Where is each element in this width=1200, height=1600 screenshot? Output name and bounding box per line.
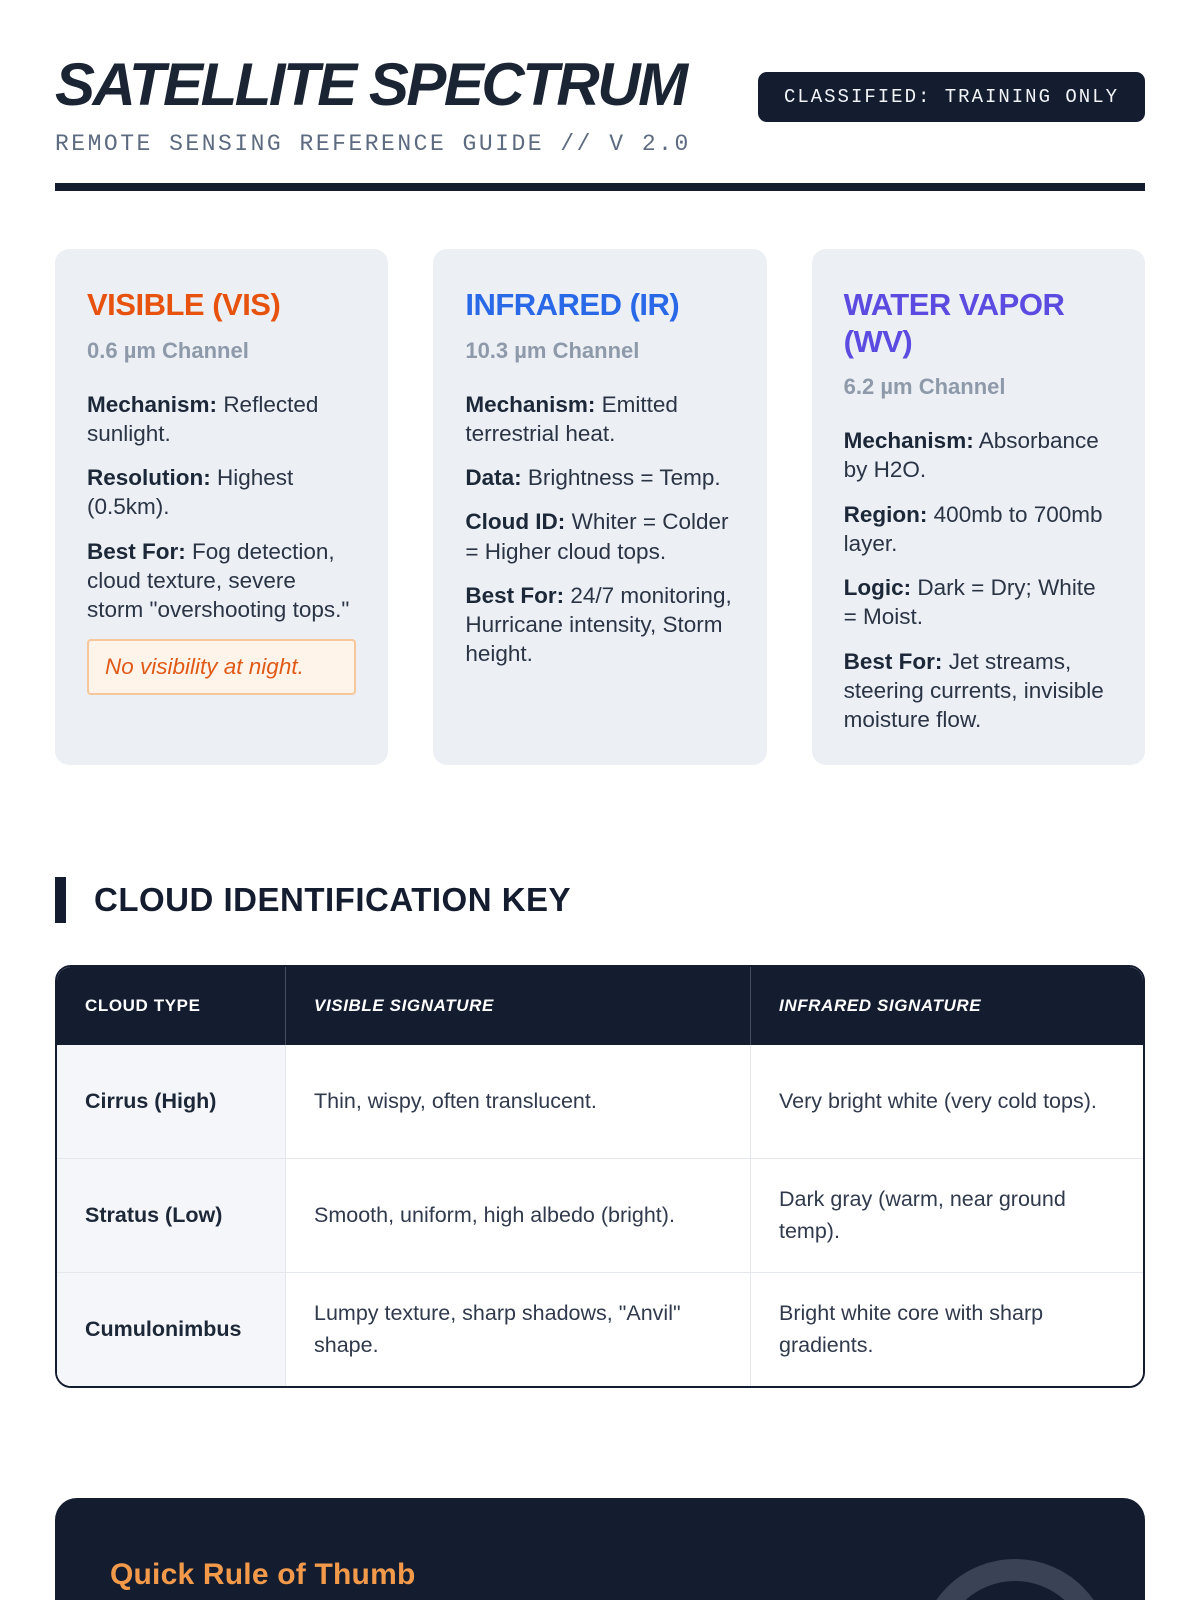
fact-label: Data: [465, 465, 522, 491]
fact-label: Region: [843, 501, 928, 527]
card-fact [844, 500, 1113, 559]
page-title: SATELLITE SPECTRUM [55, 51, 686, 118]
card-fact [844, 573, 1113, 632]
spectrum-card-ir [433, 249, 766, 765]
column-header-cloud-type: CLOUD TYPE [85, 996, 201, 1015]
fact-text: Absorbance by H2O. [843, 428, 1099, 483]
table-header-row [57, 967, 1143, 1045]
card-fact [465, 463, 734, 492]
fact-label: Resolution: [87, 465, 211, 491]
classified-badge: CLASSIFIED: TRAINING ONLY [758, 72, 1145, 122]
table-cell-visible: Lumpy texture, sharp shadows, "Anvil" shape. [285, 1273, 750, 1386]
card-fact [844, 647, 1113, 735]
fact-label: Best For: [465, 582, 565, 608]
quick-rule-title: Quick Rule of Thumb [110, 1558, 416, 1591]
table-cell-infrared: Very bright white (very cold tops). [750, 1045, 1143, 1158]
fact-label: Best For: [87, 538, 186, 564]
spectrum-cards [55, 249, 1145, 765]
fact-text: Highest (0.5km). [87, 465, 294, 520]
radar-rings-icon [905, 1545, 1125, 1600]
table-body [57, 1045, 1143, 1386]
table-row [57, 1045, 1143, 1158]
fact-text: Dark = Dry; White = Moist. [843, 575, 1096, 630]
table-cell-visible: Smooth, uniform, high albedo (bright). [285, 1159, 750, 1272]
spectrum-card-vis [55, 249, 388, 765]
table-row [57, 1272, 1143, 1386]
table-cell-infrared: Dark gray (warm, near ground temp). [750, 1159, 1143, 1272]
fact-text: 24/7 monitoring, Hurricane intensity, Storm height. [465, 582, 732, 667]
header-divider [55, 183, 1145, 191]
table-cell-type: Cirrus (High) [57, 1045, 285, 1158]
fact-label: Mechanism: [843, 428, 974, 454]
fact-text: Jet streams, steering currents, invisible moisture flow. [843, 648, 1104, 733]
quick-rule-card [55, 1498, 1145, 1600]
table-cell-type: Cumulonimbus [57, 1273, 285, 1386]
card-facts [465, 390, 734, 669]
card-channel: 10.3 µm Channel [465, 337, 640, 363]
card-fact [465, 581, 734, 669]
fact-text: Brightness = Temp. [527, 465, 721, 491]
fact-text: 400mb to 700mb layer. [843, 501, 1103, 556]
card-title: WATER VAPOR (WV) [843, 287, 1065, 359]
table-cell-type: Stratus (Low) [57, 1159, 285, 1272]
fact-text: Emitted terrestrial heat. [465, 391, 678, 446]
card-title: VISIBLE (VIS) [87, 287, 281, 322]
spectrum-card-wv [812, 249, 1145, 765]
page-subtitle: REMOTE SENSING REFERENCE GUIDE // V 2.0 [55, 131, 691, 157]
fact-text: Reflected sunlight. [87, 391, 319, 446]
section-title: CLOUD IDENTIFICATION KEY [94, 881, 572, 918]
fact-label: Mechanism: [87, 391, 218, 417]
fact-text: Whiter = Colder = Higher cloud tops. [465, 509, 729, 564]
card-channel: 6.2 µm Channel [843, 374, 1006, 400]
fact-label: Cloud ID: [465, 509, 566, 535]
table-row [57, 1158, 1143, 1272]
table-cell-visible: Thin, wispy, often translucent. [285, 1045, 750, 1158]
card-warning-note: No visibility at night. [87, 639, 356, 695]
cloud-id-table [55, 965, 1145, 1388]
section-accent-bar [55, 877, 66, 923]
card-facts [87, 390, 356, 625]
card-fact [87, 463, 356, 522]
card-facts [844, 426, 1113, 734]
column-header-visible-signature: VISIBLE SIGNATURE [285, 967, 750, 1045]
header-titles [55, 51, 691, 157]
card-fact [465, 390, 734, 449]
card-fact [87, 390, 356, 449]
card-channel: 0.6 µm Channel [87, 337, 249, 363]
card-fact [87, 537, 356, 625]
card-title: INFRARED (IR) [465, 287, 680, 322]
fact-text: Fog detection, cloud texture, severe storm "overshooting tops." [87, 538, 350, 623]
card-fact [844, 426, 1113, 485]
fact-label: Logic: [843, 575, 912, 601]
card-fact [465, 507, 734, 566]
fact-label: Mechanism: [465, 391, 596, 417]
header [55, 0, 1145, 157]
column-header-infrared-signature: INFRARED SIGNATURE [750, 967, 1143, 1045]
table-cell-infrared: Bright white core with sharp gradients. [750, 1273, 1143, 1386]
fact-label: Best For: [843, 648, 943, 674]
section-header [55, 877, 1145, 923]
